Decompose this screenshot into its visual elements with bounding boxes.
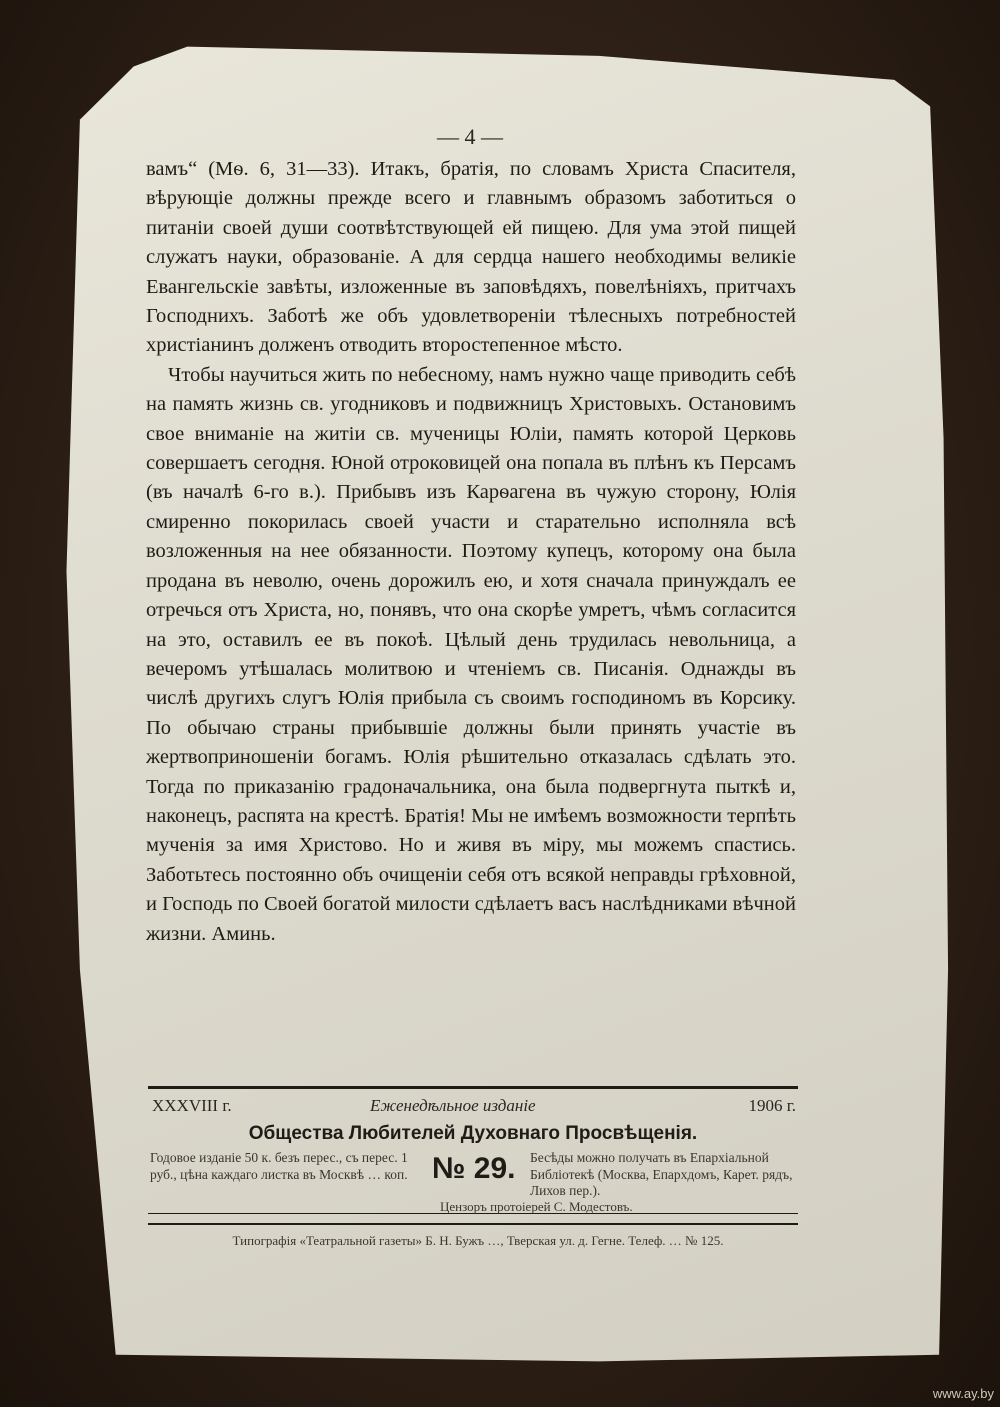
page-number: — 4 —: [437, 124, 503, 149]
site-watermark: www.ay.by: [932, 1386, 994, 1401]
censor-line: Цензоръ протоіерей С. Модестовъ.: [440, 1199, 633, 1214]
distribution-info: Бесѣды можно получать въ Епархіальной Библіотекѣ (Москва, Епархдомъ, Карет. рядъ, Лихов пер.).: [530, 1150, 793, 1198]
masthead-top-rule: [148, 1086, 798, 1089]
masthead-header-row: [150, 1096, 796, 1120]
paragraph-2: Чтобы научиться жить по небесному, намъ нужно чаще приводить себѣ на память жизнь св. угодниковъ и подвижницъ Христовыхъ. Остановимъ свое вниманіе на житіи св. мученицы Юліи, память которой Церковь совершаетъ сегодня. Юной отроковицей она попала въ плѣнъ къ Персамъ (въ началѣ 6-го в.). Прибывъ изъ Карѳагена въ чужую сторону, Юлія смиренно покорилась своей участи и старательно исполняла всѣ возложенныя на нее обязанности. Поэтому купецъ, которому она была продана въ неволю, очень дорожилъ ею, и хотя сначала принуждалъ ее отречься отъ Христа, но, понявъ, что она скорѣе умретъ, чѣмъ согласится на это, оставилъ ее въ покоѣ. Цѣлый день трудилась невольница, а вечеромъ утѣшалась молитвою и чтеніемъ св. Писанія. Однажды въ числѣ другихъ слугъ Юлія прибыла съ своимъ господиномъ въ Корсику. По обычаю страны прибывшіе должны были принять участіе въ жертвоприношеніи богамъ. Юлія рѣшительно отказалась сдѣлать это. Тогда по приказанію градоначальника, она была подвергнута пыткѣ и, наконецъ, распята на крестѣ. Братія! Мы не имѣемъ возможности терпѣть мученія за имя Христово. Но и живя въ міру, мы можемъ спастись. Заботьтесь постоянно объ очищеніи себя отъ всякой неправды грѣховной, и Господь по Своей богатой милости сдѣлаетъ васъ наслѣдниками вѣчной жизни. Аминь.: [146, 363, 796, 945]
masthead-bottom-rule: [148, 1223, 798, 1225]
issue-number: № 29.: [432, 1152, 516, 1185]
volume-year-roman: XXXVIII г.: [152, 1096, 232, 1115]
sermon-body-text: [146, 155, 796, 949]
society-title: Общества Любителей Духовнаго Просвѣщенія.: [248, 1123, 698, 1144]
price-info: Годовое изданіе 50 к. безъ перес., съ перес. 1 руб., цѣна каждаго листка въ Москвѣ … коп.: [150, 1150, 408, 1182]
printer-imprint: Типографія «Театральной газеты» Б. Н. Бужъ …, Тверская ул. д. Гегне. Телеф. … № 125.: [232, 1233, 724, 1248]
publication-year: 1906 г.: [748, 1096, 796, 1115]
edition-type: Еженедѣльное изданіе: [370, 1096, 536, 1115]
paragraph-1: вамъ“ (Мѳ. 6, 31—33). Итакъ, братія, по словамъ Христа Спасителя, вѣрующіе должны прежде всего и главнымъ образомъ заботиться о питаніи своей души соотвѣтствующей ей пищею. Для ума этой пищей служатъ науки, образованіе. А для сердца нашего необходимы великіе Евангельскіе завѣты, изложенные въ заповѣдяхъ, повелѣніяхъ, притчахъ Господнихъ. Заботѣ же объ удовлетвореніи тѣлесныхъ потребностей христіанинъ долженъ отводить второстепенное мѣсто.: [146, 158, 796, 357]
